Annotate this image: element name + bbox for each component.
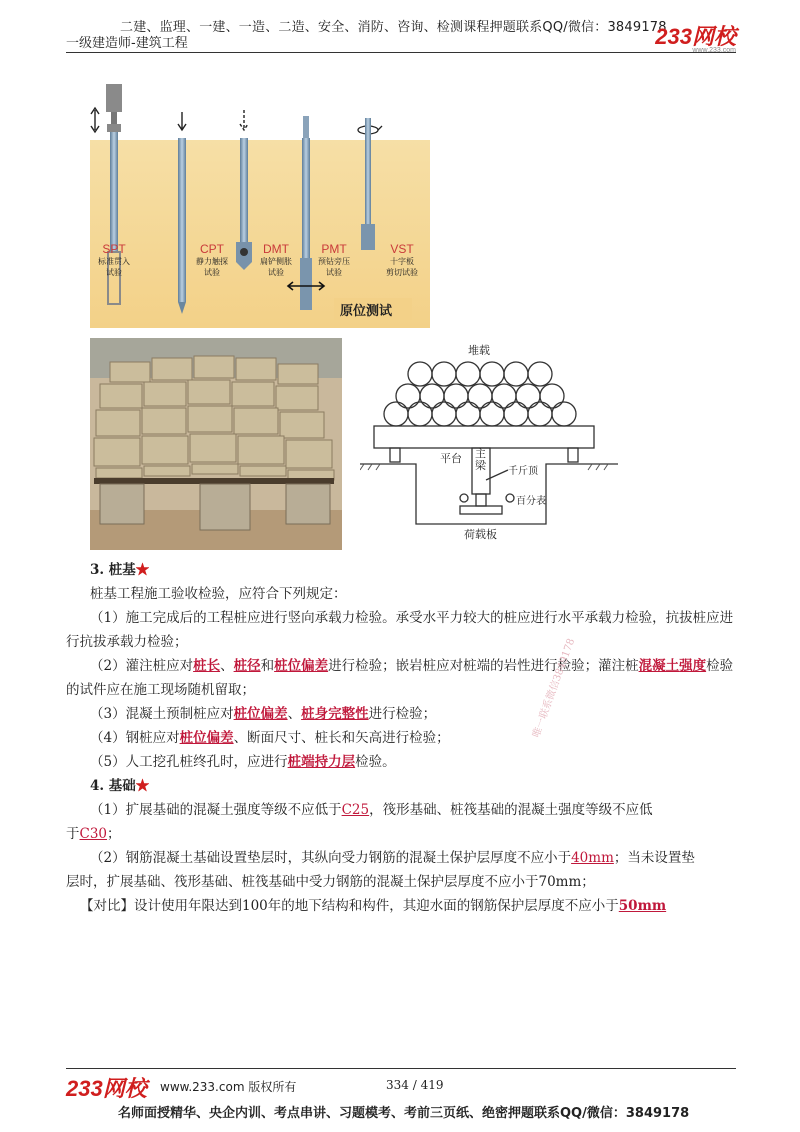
header-logo [655,20,736,54]
diagram-label-surcharge: 堆载 [468,344,490,357]
footer-site: www.233.com 版权所有 [160,1080,297,1094]
header-divider [66,52,736,53]
footer-logo: 233网校 [66,1076,147,1101]
section4-title: 基础 [108,778,136,794]
keyword-pile-length: 桩长 [193,658,221,674]
figure-load-test-diagram [360,338,630,550]
footer-divider [66,1068,736,1069]
section3-item1: （1）施工完成后的工程桩应进行竖向承载力检验。承受水平力较大的桩应进行水平承载力检验，抗拔桩应进行抗拔承载力检验； [66,610,734,650]
keyword-pile-position-deviation: 桩位偏差 [179,730,234,746]
keyword-pile-position-deviation: 桩位偏差 [274,658,329,674]
section3-intro: 桩基工程施工验收检验，应符合下列规定： [90,586,347,602]
section4-heading [90,774,149,798]
header-subtitle: 一级建造师-建筑工程 [66,36,188,51]
keyword-pile-bearing-layer: 桩端持力层 [287,754,356,770]
label-spt [92,242,136,278]
load-test-schematic [360,338,630,550]
section3-number: 3. [90,562,105,578]
label-pmt-line2: 试验 [326,268,342,277]
label-cpt-abbr: CPT [200,242,224,256]
section4-item2-line1: （2）钢筋混凝土基础设置垫层时，其纵向受力钢筋的混凝土保护层厚度不应小于40mm；当未设置垫 [90,850,695,866]
keyword-50mm: 50mm [618,898,667,914]
label-dmt-abbr: DMT [263,242,289,256]
section4-item1-line2: 于C30； [66,826,121,842]
label-dmt-line2: 试验 [268,268,284,277]
star-icon: ★ [135,778,150,794]
diagram-label-gauge: 百分表 [516,496,546,507]
diagram-label-platform: 平台 [440,452,462,465]
footer-page-number: 334 / 419 [386,1078,444,1092]
keyword-strength: 强度 [679,658,707,674]
label-spt-abbr: SPT [102,242,126,256]
section4-item2-line2: 层时，扩展基础、筏形基础、桩筏基础中受力钢筋的混凝土保护层厚度不应小于70mm； [66,874,595,890]
star-icon: ★ [135,562,150,578]
label-spt-line2: 试验 [106,268,122,277]
figure-load-test-photo [90,338,342,550]
label-vst [378,242,426,278]
section4-number: 4. [90,778,105,794]
figure1-caption: 原位测试 [340,304,393,319]
figure-in-situ-tests [90,82,430,328]
keyword-40mm: 40mm [571,850,614,866]
label-dmt [254,242,298,278]
section4-item1-line1: （1）扩展基础的混凝土强度等级不应低于C25，筏形基础、桩筏基础的混凝土强度等级不应低 [90,802,653,818]
watermark: 唯一联系微信3849178 [531,637,578,740]
footer-bottom-line: 名师面授精华、央企内训、考点串讲、习题模考、考前三页纸、绝密押题联系QQ/微信：3849178 [118,1106,690,1121]
label-vst-line1: 十字板 [390,257,414,266]
label-pmt-line1: 预钻旁压 [318,257,350,266]
section3-heading [90,558,149,582]
label-pmt-abbr: PMT [321,242,347,256]
keyword-concrete: 混凝土 [638,658,680,674]
section3-title: 桩基 [108,562,136,578]
section3-item2: （2）灌注桩应对桩长、桩径和桩位偏差进行检验；嵌岩桩应对桩端的岩性进行检验；灌注桩混凝土强度检验的试件应在施工现场随机留取； [66,658,734,698]
keyword-pile-diameter: 桩径 [233,658,261,674]
section3-item4: （4）钢桩应对桩位偏差、断面尺寸、桩长和矢高进行检验； [90,730,450,746]
label-cpt [190,242,234,278]
label-pmt [312,242,356,278]
in-situ-tests-illustration [90,82,430,328]
header-top-line: 二建、监理、一建、一造、二造、安全、消防、咨询、检测课程押题联系QQ/微信：3849178 [120,20,667,35]
section3-item3: （3）混凝土预制桩应对桩位偏差、桩身完整性进行检验； [90,706,437,722]
label-vst-abbr: VST [390,242,414,256]
header-logo-text: 233网校 [655,24,736,49]
diagram-label-beam: 主梁 [475,447,486,472]
label-cpt-line2: 试验 [204,268,220,277]
label-dmt-line1: 扁铲侧胀 [260,257,292,266]
section4-compare: 【对比】设计使用年限达到100年的地下结构和构件，其迎水面的钢筋保护层厚度不应小于50mm [80,898,667,914]
keyword-pile-integrity: 桩身完整性 [301,706,369,722]
header-logo-url: www.233.com [692,47,736,54]
label-spt-line1: 标准贯入 [98,257,130,266]
keyword-pile-position-deviation: 桩位偏差 [233,706,288,722]
diagram-label-load-plate: 荷载板 [464,528,497,541]
keyword-c25: C25 [341,802,370,818]
stacked-blocks-photo [90,338,342,550]
keyword-c30: C30 [79,826,108,842]
diagram-label-jack: 千斤顶 [508,466,538,477]
section3-item5: （5）人工挖孔桩终孔时，应进行桩端持力层检验。 [90,754,396,770]
label-cpt-line1: 静力触探 [196,257,228,266]
label-vst-line2: 剪切试验 [386,268,418,277]
